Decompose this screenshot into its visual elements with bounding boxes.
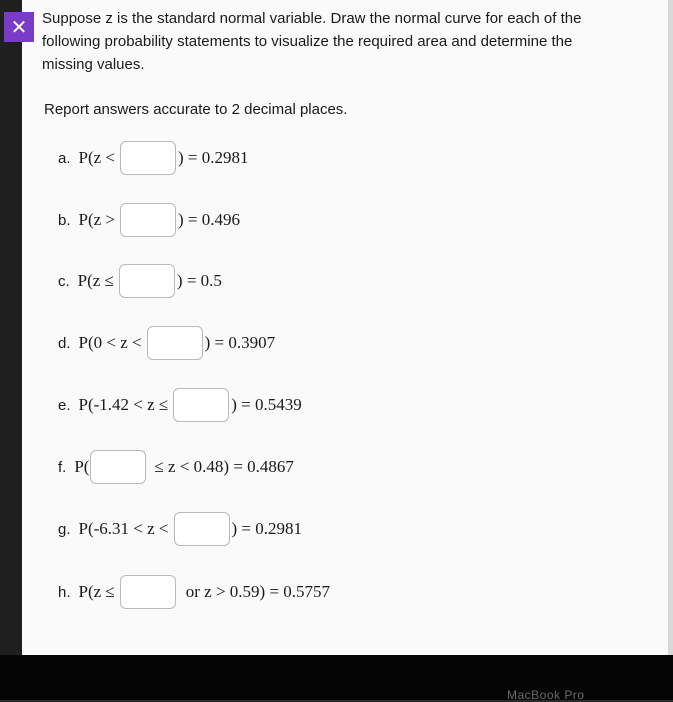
question-item-c	[58, 261, 222, 301]
item-prefix: P(0 < z <	[78, 333, 142, 352]
item-letter: a.	[58, 149, 71, 167]
question-item-b	[58, 200, 240, 240]
answer-input-f[interactable]	[90, 450, 146, 484]
item-suffix: ) = 0.2981	[178, 148, 249, 167]
scrollbar-track[interactable]	[668, 0, 673, 655]
item-suffix: ) = 0.2981	[231, 519, 303, 538]
item-suffix: ) = 0.496	[178, 210, 241, 229]
item-letter: e.	[58, 396, 71, 414]
left-margin	[0, 0, 22, 655]
item-letter: h.	[58, 583, 71, 601]
item-prefix: P(	[74, 457, 90, 476]
item-prefix: P(z >	[78, 210, 116, 229]
item-suffix: ≤ z < 0.48) = 0.4867	[154, 457, 294, 476]
question-item-h	[58, 572, 330, 612]
item-suffix: ) = 0.5439	[231, 395, 302, 414]
answer-input-g[interactable]	[174, 512, 230, 546]
answer-input-d[interactable]	[147, 326, 203, 360]
question-intro: Suppose z is the standard normal variable. Draw the normal curve for each of the following probability statements to visualize the required area and determine the missing values.	[42, 10, 582, 73]
item-letter: c.	[58, 272, 70, 290]
item-prefix: P(z ≤	[77, 271, 114, 290]
item-prefix: P(z <	[78, 148, 116, 167]
item-letter: d.	[58, 334, 71, 352]
question-item-a	[58, 138, 249, 178]
item-suffix: ) = 0.5	[176, 271, 222, 290]
device-brand-label: MacBook Pro	[507, 688, 585, 702]
answer-input-c[interactable]	[119, 264, 175, 298]
item-prefix: P(-1.42 < z ≤	[78, 395, 169, 414]
item-letter: b.	[58, 211, 71, 229]
question-item-f	[58, 447, 294, 487]
item-suffix: or z > 0.59) = 0.5757	[185, 582, 331, 601]
question-item-g	[58, 509, 302, 549]
answer-input-b[interactable]	[120, 203, 176, 237]
item-prefix: P(-6.31 < z <	[78, 519, 169, 538]
item-letter: g.	[58, 520, 71, 538]
answer-input-e[interactable]	[173, 388, 229, 422]
question-item-e	[58, 385, 302, 425]
question-item-d	[58, 323, 275, 363]
item-prefix: P(z ≤	[78, 582, 115, 601]
answer-input-a[interactable]	[120, 141, 176, 175]
item-suffix: ) = 0.3907	[204, 333, 276, 352]
item-letter: f.	[58, 458, 67, 476]
answer-input-h[interactable]	[120, 575, 176, 609]
close-icon[interactable]: ✕	[4, 12, 34, 42]
question-instruction: Report answers accurate to 2 decimal places.	[44, 101, 348, 118]
